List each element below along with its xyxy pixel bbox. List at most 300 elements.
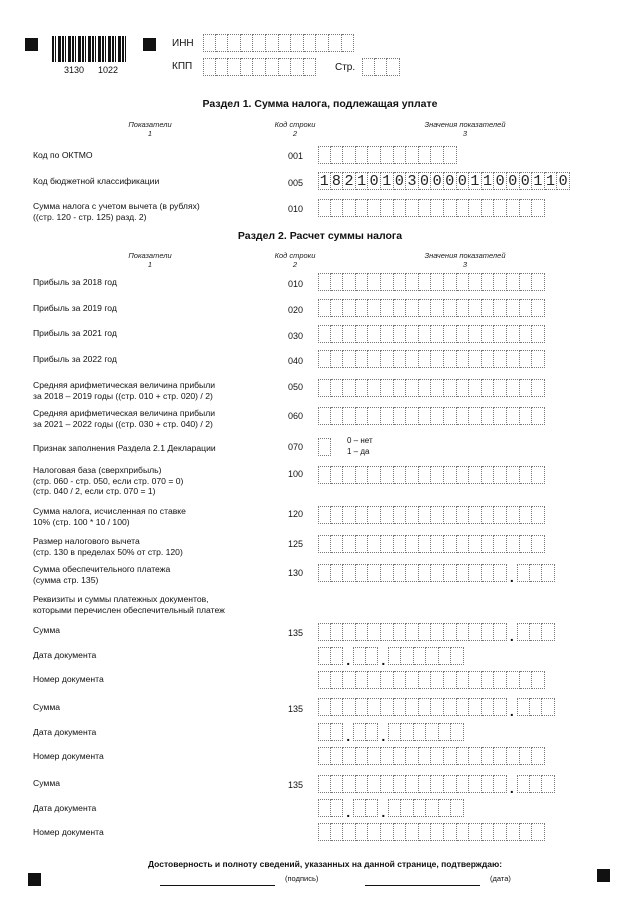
input-cell[interactable] xyxy=(203,58,216,76)
input-cell[interactable] xyxy=(469,325,482,343)
input-cell[interactable] xyxy=(331,407,344,425)
input-cell[interactable] xyxy=(343,623,356,641)
input-cell[interactable] xyxy=(444,698,457,716)
input-cell[interactable] xyxy=(419,564,432,582)
input-cell[interactable] xyxy=(520,506,533,524)
input-cell[interactable] xyxy=(530,623,543,641)
inn-field[interactable] xyxy=(203,34,354,52)
input-cell[interactable] xyxy=(406,671,419,689)
input-cell[interactable] xyxy=(507,747,520,765)
input-cell[interactable] xyxy=(520,379,533,397)
input-cell[interactable] xyxy=(494,299,507,317)
input-cell[interactable] xyxy=(532,506,545,524)
signature-line[interactable] xyxy=(160,885,275,886)
input-cell[interactable] xyxy=(419,379,432,397)
input-cell[interactable] xyxy=(532,535,545,553)
input-cell[interactable] xyxy=(318,799,331,817)
input-cell[interactable] xyxy=(457,623,470,641)
input-cell[interactable] xyxy=(406,299,419,317)
payment-2-amount-field[interactable] xyxy=(318,698,555,719)
input-cell[interactable] xyxy=(343,564,356,582)
input-cell[interactable] xyxy=(368,199,381,217)
input-cell[interactable] xyxy=(469,273,482,291)
input-cell[interactable] xyxy=(414,723,427,741)
input-cell[interactable] xyxy=(318,199,331,217)
input-cell[interactable] xyxy=(387,58,400,76)
input-cell[interactable]: 0 xyxy=(520,172,533,190)
input-cell[interactable] xyxy=(457,299,470,317)
input-cell[interactable] xyxy=(318,350,331,368)
input-cell[interactable] xyxy=(507,466,520,484)
input-cell[interactable]: 1 xyxy=(381,172,394,190)
input-cell[interactable] xyxy=(419,273,432,291)
input-cell[interactable] xyxy=(406,273,419,291)
input-cell[interactable] xyxy=(343,350,356,368)
avg-profit-2021-2022-field[interactable] xyxy=(318,407,545,425)
input-cell[interactable] xyxy=(419,698,432,716)
input-cell[interactable] xyxy=(353,647,366,665)
input-cell[interactable] xyxy=(331,823,344,841)
kbk-field[interactable] xyxy=(318,172,570,190)
input-cell[interactable] xyxy=(457,775,470,793)
input-cell[interactable] xyxy=(406,747,419,765)
oktmo-field[interactable] xyxy=(318,146,457,164)
input-cell[interactable] xyxy=(342,34,355,52)
input-cell[interactable] xyxy=(228,58,241,76)
input-cell[interactable] xyxy=(318,299,331,317)
input-cell[interactable] xyxy=(530,564,543,582)
input-cell[interactable] xyxy=(542,564,555,582)
input-cell[interactable] xyxy=(431,466,444,484)
input-cell[interactable] xyxy=(431,379,444,397)
input-cell[interactable] xyxy=(444,564,457,582)
input-cell[interactable] xyxy=(494,506,507,524)
input-cell[interactable] xyxy=(431,564,444,582)
profit-2019-field[interactable] xyxy=(318,299,545,317)
page-field[interactable] xyxy=(362,58,400,76)
input-cell[interactable]: 1 xyxy=(469,172,482,190)
input-cell[interactable] xyxy=(431,273,444,291)
input-cell[interactable] xyxy=(331,299,344,317)
input-cell[interactable] xyxy=(356,466,369,484)
input-cell[interactable] xyxy=(419,199,432,217)
input-cell[interactable] xyxy=(444,299,457,317)
payment-2-number-field[interactable] xyxy=(318,747,545,765)
input-cell[interactable] xyxy=(414,799,427,817)
input-cell[interactable] xyxy=(318,535,331,553)
input-cell[interactable] xyxy=(482,623,495,641)
input-cell[interactable] xyxy=(507,671,520,689)
security-payment-total-field[interactable] xyxy=(318,564,555,585)
input-cell[interactable] xyxy=(253,34,266,52)
input-cell[interactable] xyxy=(494,775,507,793)
input-cell[interactable] xyxy=(507,199,520,217)
input-cell[interactable] xyxy=(482,350,495,368)
input-cell[interactable] xyxy=(530,698,543,716)
input-cell[interactable] xyxy=(401,723,414,741)
input-cell[interactable] xyxy=(482,466,495,484)
input-cell[interactable] xyxy=(494,623,507,641)
input-cell[interactable] xyxy=(318,466,331,484)
input-cell[interactable] xyxy=(343,823,356,841)
input-cell[interactable] xyxy=(532,747,545,765)
input-cell[interactable]: 0 xyxy=(507,172,520,190)
input-cell[interactable] xyxy=(507,506,520,524)
input-cell[interactable] xyxy=(356,407,369,425)
input-cell[interactable] xyxy=(482,506,495,524)
input-cell[interactable] xyxy=(469,379,482,397)
input-cell[interactable] xyxy=(381,379,394,397)
input-cell[interactable] xyxy=(520,407,533,425)
input-cell[interactable] xyxy=(318,407,331,425)
input-cell[interactable]: 0 xyxy=(557,172,570,190)
input-cell[interactable] xyxy=(482,299,495,317)
input-cell[interactable] xyxy=(507,350,520,368)
input-cell[interactable] xyxy=(482,535,495,553)
input-cell[interactable] xyxy=(482,671,495,689)
input-cell[interactable] xyxy=(356,698,369,716)
input-cell[interactable] xyxy=(444,535,457,553)
input-cell[interactable] xyxy=(381,671,394,689)
input-cell[interactable]: 1 xyxy=(532,172,545,190)
input-cell[interactable] xyxy=(532,407,545,425)
input-cell[interactable] xyxy=(469,199,482,217)
input-cell[interactable] xyxy=(304,34,317,52)
payment-1-date-field[interactable] xyxy=(318,647,464,668)
profit-2018-field[interactable] xyxy=(318,273,545,291)
input-cell[interactable]: 2 xyxy=(343,172,356,190)
input-cell[interactable] xyxy=(532,823,545,841)
input-cell[interactable] xyxy=(381,466,394,484)
input-cell[interactable] xyxy=(444,325,457,343)
input-cell[interactable] xyxy=(419,350,432,368)
input-cell[interactable] xyxy=(419,407,432,425)
input-cell[interactable] xyxy=(331,747,344,765)
input-cell[interactable] xyxy=(331,535,344,553)
input-cell[interactable] xyxy=(394,273,407,291)
input-cell[interactable] xyxy=(368,379,381,397)
input-cell[interactable] xyxy=(444,407,457,425)
input-cell[interactable] xyxy=(394,299,407,317)
input-cell[interactable]: 0 xyxy=(419,172,432,190)
input-cell[interactable] xyxy=(431,199,444,217)
input-cell[interactable] xyxy=(401,799,414,817)
input-cell[interactable] xyxy=(431,671,444,689)
input-cell[interactable] xyxy=(457,564,470,582)
input-cell[interactable] xyxy=(381,564,394,582)
tax-deduction-field[interactable] xyxy=(318,535,545,553)
input-cell[interactable] xyxy=(394,199,407,217)
input-cell[interactable] xyxy=(457,466,470,484)
input-cell[interactable] xyxy=(457,535,470,553)
input-cell[interactable] xyxy=(318,438,331,456)
input-cell[interactable] xyxy=(419,671,432,689)
input-cell[interactable] xyxy=(318,325,331,343)
input-cell[interactable] xyxy=(356,199,369,217)
input-cell[interactable] xyxy=(316,34,329,52)
input-cell[interactable] xyxy=(381,747,394,765)
input-cell[interactable] xyxy=(331,325,344,343)
input-cell[interactable] xyxy=(356,775,369,793)
input-cell[interactable] xyxy=(419,325,432,343)
input-cell[interactable] xyxy=(356,299,369,317)
input-cell[interactable] xyxy=(368,564,381,582)
input-cell[interactable] xyxy=(343,325,356,343)
input-cell[interactable] xyxy=(331,466,344,484)
input-cell[interactable] xyxy=(494,350,507,368)
input-cell[interactable] xyxy=(368,823,381,841)
input-cell[interactable] xyxy=(520,350,533,368)
input-cell[interactable] xyxy=(507,273,520,291)
input-cell[interactable] xyxy=(318,564,331,582)
input-cell[interactable] xyxy=(381,535,394,553)
input-cell[interactable] xyxy=(517,564,530,582)
input-cell[interactable] xyxy=(203,34,216,52)
input-cell[interactable] xyxy=(368,299,381,317)
input-cell[interactable] xyxy=(419,623,432,641)
input-cell[interactable] xyxy=(414,647,427,665)
payment-3-date-field[interactable] xyxy=(318,799,464,820)
input-cell[interactable]: 0 xyxy=(431,172,444,190)
input-cell[interactable] xyxy=(406,823,419,841)
input-cell[interactable] xyxy=(343,535,356,553)
payment-1-number-field[interactable] xyxy=(318,671,545,689)
kpp-field[interactable] xyxy=(203,58,316,76)
input-cell[interactable] xyxy=(343,407,356,425)
input-cell[interactable] xyxy=(368,407,381,425)
input-cell[interactable] xyxy=(482,407,495,425)
input-cell[interactable] xyxy=(444,273,457,291)
input-cell[interactable] xyxy=(381,506,394,524)
input-cell[interactable]: 3 xyxy=(406,172,419,190)
input-cell[interactable] xyxy=(431,535,444,553)
input-cell[interactable] xyxy=(216,58,229,76)
input-cell[interactable] xyxy=(431,325,444,343)
input-cell[interactable] xyxy=(532,299,545,317)
input-cell[interactable] xyxy=(494,671,507,689)
input-cell[interactable] xyxy=(520,466,533,484)
input-cell[interactable] xyxy=(394,671,407,689)
avg-profit-2018-2019-field[interactable] xyxy=(318,379,545,397)
input-cell[interactable] xyxy=(318,747,331,765)
input-cell[interactable] xyxy=(279,58,292,76)
input-cell[interactable] xyxy=(482,199,495,217)
input-cell[interactable] xyxy=(469,299,482,317)
input-cell[interactable] xyxy=(494,407,507,425)
input-cell[interactable] xyxy=(318,379,331,397)
input-cell[interactable] xyxy=(431,623,444,641)
input-cell[interactable] xyxy=(469,506,482,524)
input-cell[interactable] xyxy=(356,506,369,524)
input-cell[interactable] xyxy=(343,199,356,217)
input-cell[interactable] xyxy=(381,775,394,793)
input-cell[interactable] xyxy=(469,775,482,793)
input-cell[interactable] xyxy=(532,350,545,368)
input-cell[interactable] xyxy=(406,325,419,343)
input-cell[interactable] xyxy=(388,799,401,817)
input-cell[interactable] xyxy=(381,698,394,716)
input-cell[interactable] xyxy=(318,823,331,841)
date-line[interactable] xyxy=(365,885,480,886)
input-cell[interactable] xyxy=(444,671,457,689)
input-cell[interactable] xyxy=(331,199,344,217)
input-cell[interactable] xyxy=(507,535,520,553)
input-cell[interactable] xyxy=(381,325,394,343)
input-cell[interactable] xyxy=(520,747,533,765)
input-cell[interactable] xyxy=(394,466,407,484)
input-cell[interactable] xyxy=(356,535,369,553)
input-cell[interactable] xyxy=(331,564,344,582)
payment-1-amount-field[interactable] xyxy=(318,623,555,644)
input-cell[interactable] xyxy=(457,379,470,397)
input-cell[interactable] xyxy=(520,823,533,841)
input-cell[interactable] xyxy=(318,671,331,689)
profit-2022-field[interactable] xyxy=(318,350,545,368)
input-cell[interactable] xyxy=(517,623,530,641)
input-cell[interactable]: 1 xyxy=(319,173,329,190)
input-cell[interactable] xyxy=(353,799,366,817)
input-cell[interactable] xyxy=(457,407,470,425)
input-cell[interactable] xyxy=(457,506,470,524)
input-cell[interactable] xyxy=(532,325,545,343)
input-cell[interactable] xyxy=(444,506,457,524)
input-cell[interactable] xyxy=(482,379,495,397)
input-cell[interactable]: 0 xyxy=(494,172,507,190)
input-cell[interactable] xyxy=(331,379,344,397)
input-cell[interactable] xyxy=(419,823,432,841)
input-cell[interactable] xyxy=(368,623,381,641)
input-cell[interactable] xyxy=(431,823,444,841)
input-cell[interactable] xyxy=(406,506,419,524)
input-cell[interactable] xyxy=(482,775,495,793)
input-cell[interactable] xyxy=(343,466,356,484)
input-cell[interactable] xyxy=(329,34,342,52)
input-cell[interactable] xyxy=(381,623,394,641)
input-cell[interactable] xyxy=(530,775,543,793)
input-cell[interactable] xyxy=(368,506,381,524)
input-cell[interactable] xyxy=(368,671,381,689)
input-cell[interactable] xyxy=(253,58,266,76)
input-cell[interactable] xyxy=(482,325,495,343)
input-cell[interactable] xyxy=(331,623,344,641)
input-cell[interactable] xyxy=(368,273,381,291)
input-cell[interactable] xyxy=(331,775,344,793)
input-cell[interactable] xyxy=(394,407,407,425)
input-cell[interactable] xyxy=(431,698,444,716)
input-cell[interactable] xyxy=(318,723,331,741)
input-cell[interactable] xyxy=(381,273,394,291)
input-cell[interactable] xyxy=(494,564,507,582)
input-cell[interactable] xyxy=(241,34,254,52)
input-cell[interactable] xyxy=(375,58,388,76)
input-cell[interactable] xyxy=(451,799,464,817)
input-cell[interactable] xyxy=(318,146,331,164)
input-cell[interactable] xyxy=(426,647,439,665)
input-cell[interactable] xyxy=(457,273,470,291)
input-cell[interactable] xyxy=(368,466,381,484)
input-cell[interactable] xyxy=(469,823,482,841)
input-cell[interactable] xyxy=(406,146,419,164)
input-cell[interactable] xyxy=(469,698,482,716)
input-cell[interactable] xyxy=(431,775,444,793)
input-cell[interactable] xyxy=(356,379,369,397)
input-cell[interactable] xyxy=(343,747,356,765)
input-cell[interactable] xyxy=(353,723,366,741)
input-cell[interactable] xyxy=(291,34,304,52)
input-cell[interactable] xyxy=(331,671,344,689)
input-cell[interactable] xyxy=(457,350,470,368)
input-cell[interactable] xyxy=(406,698,419,716)
input-cell[interactable] xyxy=(451,647,464,665)
input-cell[interactable]: 0 xyxy=(444,172,457,190)
input-cell[interactable] xyxy=(469,535,482,553)
input-cell[interactable] xyxy=(494,199,507,217)
input-cell[interactable] xyxy=(520,273,533,291)
input-cell[interactable] xyxy=(494,273,507,291)
input-cell[interactable] xyxy=(394,775,407,793)
input-cell[interactable] xyxy=(356,671,369,689)
payment-3-number-field[interactable] xyxy=(318,823,545,841)
input-cell[interactable] xyxy=(532,273,545,291)
input-cell[interactable] xyxy=(331,146,344,164)
input-cell[interactable] xyxy=(419,299,432,317)
input-cell[interactable] xyxy=(394,623,407,641)
input-cell[interactable] xyxy=(368,698,381,716)
input-cell[interactable] xyxy=(331,506,344,524)
input-cell[interactable] xyxy=(494,325,507,343)
input-cell[interactable] xyxy=(406,379,419,397)
input-cell[interactable] xyxy=(507,299,520,317)
input-cell[interactable] xyxy=(394,506,407,524)
input-cell[interactable] xyxy=(444,623,457,641)
input-cell[interactable] xyxy=(444,775,457,793)
input-cell[interactable] xyxy=(331,350,344,368)
input-cell[interactable] xyxy=(356,823,369,841)
input-cell[interactable] xyxy=(366,647,379,665)
input-cell[interactable] xyxy=(394,379,407,397)
input-cell[interactable] xyxy=(406,407,419,425)
input-cell[interactable] xyxy=(419,535,432,553)
input-cell[interactable] xyxy=(532,379,545,397)
input-cell[interactable] xyxy=(457,325,470,343)
input-cell[interactable] xyxy=(469,747,482,765)
input-cell[interactable] xyxy=(431,747,444,765)
input-cell[interactable] xyxy=(494,535,507,553)
input-cell[interactable] xyxy=(469,466,482,484)
input-cell[interactable] xyxy=(406,466,419,484)
input-cell[interactable] xyxy=(507,407,520,425)
input-cell[interactable] xyxy=(318,698,331,716)
input-cell[interactable] xyxy=(343,299,356,317)
input-cell[interactable] xyxy=(228,34,241,52)
input-cell[interactable] xyxy=(394,698,407,716)
input-cell[interactable] xyxy=(520,325,533,343)
input-cell[interactable] xyxy=(241,58,254,76)
input-cell[interactable] xyxy=(394,535,407,553)
input-cell[interactable] xyxy=(266,34,279,52)
input-cell[interactable] xyxy=(482,823,495,841)
input-cell[interactable] xyxy=(431,506,444,524)
input-cell[interactable] xyxy=(291,58,304,76)
payment-2-date-field[interactable] xyxy=(318,723,464,744)
input-cell[interactable] xyxy=(426,799,439,817)
input-cell[interactable]: 1 xyxy=(356,172,369,190)
tax-base-field[interactable] xyxy=(318,466,545,484)
input-cell[interactable] xyxy=(318,273,331,291)
input-cell[interactable] xyxy=(451,723,464,741)
input-cell[interactable] xyxy=(419,506,432,524)
input-cell[interactable]: 1 xyxy=(545,172,558,190)
